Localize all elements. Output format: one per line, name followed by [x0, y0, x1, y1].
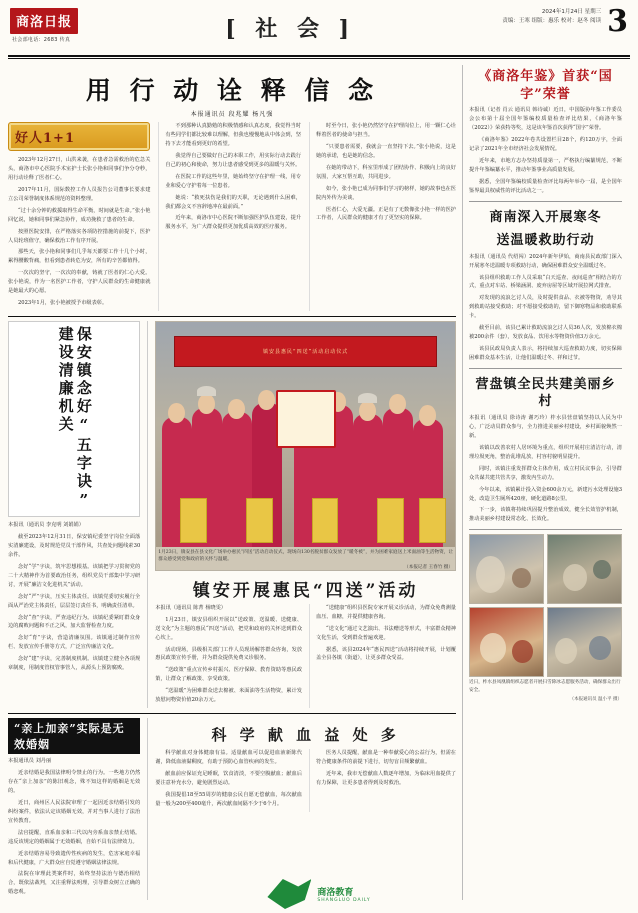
- marriage-para: 近日，商州区人民法院审理了一起因近亲结婚引发的纠纷案件，依法认定该婚姻无效，并对当事人进行了法治宣传教育。: [8, 799, 141, 824]
- lead-para: 近年来，商洛市中心医院不断加强医护队伍建设，提升服务水平，为广大群众提供更加优质高效的医疗服务。: [165, 215, 302, 231]
- shangnan-para: 截至目前，该县已累计救助流浪乞讨人员36人次，发放棉衣棉被200余件（套），发放食品、饮用水等物资价值3万余元。: [469, 325, 622, 341]
- center-photo: [155, 321, 456, 571]
- photo-snow-clearing-2: [547, 534, 622, 604]
- marriage-para: 法官提醒，直系血亲和三代以内旁系血亲禁止结婚。违反该规定的婚姻属于无效婚姻，自始不具有法律效力。: [8, 829, 141, 845]
- masthead-rule-secondary: [8, 58, 630, 59]
- yingpan-title: 营盘镇全民共建美丽乡村: [475, 376, 616, 410]
- yearbook-title: 《商洛年鉴》首获“国字”荣誉: [478, 69, 613, 102]
- blood-para: 我国提倡18至55周岁的健康公民自愿无偿献血，每次献血量一般为200至400毫升，两次献血间隔不少于6个月。: [155, 791, 303, 807]
- lead-columns: [8, 122, 456, 311]
- marriage-para: 法院在审理此类案件时，始终坚持法治与德治相结合，既依法裁判，又注重释法明理，引导群众树立正确的婚恋观。: [8, 871, 141, 896]
- right-divider-3: [469, 529, 622, 530]
- shangnan-title-line-1: 商南深入开展寒冬: [489, 209, 602, 225]
- left-feature-para: 念好“查”字诀，严查违纪行为。该镇纪委紧盯群众身边的腐败问题和不正之风，加大监督检查力度。: [8, 614, 141, 630]
- left-feature-headline: [8, 321, 140, 517]
- lead-para: 在医院工作的这些年里，她始终坚守在护理一线，用专业和爱心守护着每一位患者。: [165, 173, 302, 189]
- center-story-para: “送政策”重点宣传乡村振兴、医疗保障、教育资助等惠民政策，让群众了解政策、享受政策。: [155, 667, 303, 683]
- publication-logo: 商洛日报: [10, 8, 78, 34]
- footer-brand-sub: SHANGLUO DAILY: [317, 898, 371, 903]
- lead-para: 她说：“救死扶伤是我们的天职，无论遇到什么困难，我们都会义不容辞地冲在最前面。”: [165, 194, 302, 210]
- lead-para: 时至今日，张小艳仍然坚守在护理岗位上，用一颗仁心诠释着医者的使命与担当。: [316, 123, 456, 138]
- lead-headline: 用 行 动 诠 释 信 念: [85, 76, 379, 105]
- right-photo-caption: 近日，柞水县凤凰镇组织志愿者开展扫雪除冰志愿服务活动，确保群众出行安全。: [469, 680, 621, 693]
- lead-para: “过十余分钟的救援取得生命平衡，时间就是生命。”张小艳回忆说，她和同事们紧急协作，成功挽救了患者的生命。: [8, 207, 151, 223]
- right-photo-grid: [469, 534, 622, 677]
- section-title: [ 社 会 ]: [225, 16, 356, 42]
- left-feature-byline: 本报讯（通讯员 李克明 刘娟娟）: [8, 522, 84, 529]
- masthead-center: [78, 8, 502, 43]
- yearbook-para: 据悉，全国年鉴编校质量检查评比每两年举办一届，是全国年鉴界最具权威性的评比活动之一。: [469, 178, 622, 194]
- blood-story-title: 科 学 献 血 益 处 多: [211, 726, 400, 745]
- center-story-columns: [155, 604, 456, 708]
- center-photo-caption: 1月23日，镇安县在县文化广场举办惠民“四送”活动启动仪式，现场向130名脱贫群众发放了“暖冬被”，并为困难家庭送上米面油等生活物资，让群众感受到党和政府的关怀与温暖。: [158, 550, 453, 563]
- masthead-rule: [8, 55, 630, 57]
- marriage-para: 近亲结婚是我国法律明令禁止的行为。一些地方仍然存在“亲上加亲”的陈旧观念，殊不知这样的婚姻是无效的。: [8, 770, 141, 794]
- center-story-title: 镇安开展惠民“四送”活动: [192, 580, 419, 601]
- masthead: [0, 0, 638, 54]
- lead-col-1: [8, 122, 150, 311]
- lead-para: 医者仁心，大爱无疆。正是有了无数像张小艳一样的医护工作者，人民群众的健康才有了更坚实的保障。: [316, 206, 456, 222]
- blood-para: 近年来，我市无偿献血人数逐年增加，为临床用血提供了有力保障，让更多患者得到及时救治。: [316, 771, 456, 786]
- lead-col-2: [158, 122, 301, 311]
- footer-brand-name: 商洛教育: [317, 888, 354, 898]
- blood-para: 献血前应保证充足睡眠，饮食清淡，不要空腹献血；献血后要注意补充水分，避免剧烈运动。: [155, 771, 303, 786]
- blood-story-columns: [155, 749, 456, 812]
- left-feature: [8, 321, 140, 708]
- issue-date: 2024年1月24日 星期三: [541, 9, 602, 15]
- page-number: 3: [607, 4, 628, 39]
- yingpan-para: 同时，该镇注重发挥群众主体作用，成立村民议事会，引导群众共谋共建共管共享，激发内生动力。: [469, 465, 622, 481]
- left-feature-para: 念好“严”字诀，压实主体责任。该镇党委切实履行全面从严治党主体责任，层层签订责任书，明确责任清单。: [8, 593, 141, 609]
- lead-para: “只要患者需要，我就会一直坚持下去。”张小艳说，这是她的承诺，也是她的信念。: [316, 143, 456, 159]
- lead-para: 一次次的坚守，一次次的奉献，铸就了医者的仁心大爱。张小艳说，作为一名医护工作者，守护人民群众的生命健康就是她最大的心愿。: [8, 270, 151, 295]
- center-photo-credit: （本报记者 王春竹 摄）: [404, 564, 453, 570]
- lead-para: 2017年11月，国际数控工作人员报告公司董事长要求建立公司荣誉制度体系规范的资料整理。: [8, 186, 151, 202]
- masthead-right: [502, 4, 628, 39]
- right-divider-2: [469, 368, 622, 369]
- yingpan-para: 下一步，该镇将持续巩固提升整治成效，健全长效管护机制，推动美丽乡村建设常态化、长效化。: [469, 507, 622, 523]
- blood-para: 科学献血对身体健康有益。适量献血可以促进血液新陈代谢，降低血液黏稠度，有助于预防心血管疾病的发生。: [155, 750, 303, 766]
- center-story-col-2: [309, 604, 456, 708]
- leaf-icon: [267, 879, 311, 909]
- lead-para: 2023年1月，张小艳被授予市级表彰。: [18, 300, 108, 307]
- main-column: [8, 65, 456, 900]
- middle-divider: [8, 713, 456, 714]
- center-block: [147, 321, 456, 708]
- page-body: [0, 63, 638, 900]
- lead-para: 在她的带动下，科室里形成了团结协作、积极向上的良好氛围，大家互帮互助，共同进步。: [316, 164, 456, 180]
- shangnan-para: 该县组织救助工作人员采取“白天巡查、夜间巡查”相结合的方式，重点对车站、桥梁涵洞、废弃房屋等区域开展拉网式排查。: [469, 274, 622, 290]
- lead-byline: 本报通讯员 段兆耀 杨凡强: [190, 111, 274, 118]
- lead-divider: [8, 316, 456, 317]
- right-divider-1: [469, 201, 622, 202]
- photo-poster: [276, 390, 336, 449]
- shangnan-para: 对发现的流浪乞讨人员，及时提供食品、衣被等物资，劝导其到救助站接受救助；对不愿接受救助的，留下御寒物品和救助联系卡。: [469, 295, 622, 320]
- photo-volunteer-2: [547, 607, 622, 677]
- left-feature-para: 念好“育”字诀，营造清廉氛围。该镇通过制作宣传栏、发放宣传手册等方式，广泛宣传廉洁文化。: [8, 635, 141, 651]
- masthead-contact: 社会部电话：2683 传真: [12, 37, 71, 43]
- left-feature-para: 念好“学”字诀，筑牢思想根基。该镇把学习贯彻党的二十大精神作为首要政治任务，组织党员干部集中学习研讨，开展“廉洁文化进机关”活动。: [8, 563, 141, 588]
- lead-para: 那些天，张小艳和同事们几乎每天都要工作十几个小时，累得腰酸背痛，但看到患者转危为安，所有的辛苦都值得。: [8, 249, 151, 265]
- center-story-para: 1月23日，镇安县组织开展以“送政策、送温暖、送健康、送文化”为主题的惠民“四送”活动，把党和政府的关怀送到群众心坎上。: [155, 616, 303, 641]
- lead-para: 2023年12月27日，山洪来袭，在患者急需救治的危急关头，商洛市中心医院手术室护士长张小艳和同事们争分夺秒，用行动诠释了医者仁心。: [8, 157, 151, 181]
- lead-col-3: [309, 122, 456, 311]
- yingpan-para: 今年以来，该镇累计投入资金600余万元，新建污水处理设施3处，改造卫生厕所420座，硬化道路8公里。: [469, 486, 622, 502]
- center-photo-image: [156, 322, 455, 547]
- right-column: [462, 65, 622, 900]
- lead-para: 如今，张小艳已成为同事们学习的榜样，她的故事也在医院内外传为美谈。: [316, 185, 456, 201]
- photo-volunteer-1: [469, 607, 544, 677]
- blood-col-1: [155, 749, 302, 812]
- blood-story: [147, 718, 456, 900]
- shangnan-byline: 本报讯（通讯员 代绍闯）2024年新年伊始，商南县民政部门深入开展寒冬送温暖专项救助行动，确保困难群众安全温暖过冬。: [469, 253, 622, 269]
- shangnan-para: 该县民政局负责人表示，将持续加大巡查救助力度，切实保障困难群众基本生活，让他们温暖过冬、祥和过节。: [469, 346, 622, 361]
- blood-para: 医务人员提醒，献血是一种奉献爱心的公益行为，但需在符合健康条件的前提下进行，切勿盲目频繁献血。: [316, 750, 456, 766]
- yingpan-para: 该镇以改善农村人居环境为重点，组织开展村庄清洁行动，清理垃圾死角，整治乱堆乱放，村容村貌明显提升。: [469, 444, 622, 460]
- center-story-byline: 本报讯（通讯员 陈菁 杨晓雯）: [155, 604, 226, 611]
- yearbook-para: 近年来，市地方志办坚持质量第一，严格执行编纂规范，不断提升年鉴编纂水平，推动年鉴事业高质量发展。: [469, 157, 622, 173]
- center-story-col-1: [155, 604, 302, 708]
- marriage-story-title: “亲上加亲”实际是无效婚姻: [8, 718, 140, 754]
- left-feature-headline-line-1: 保安镇念好“五字诀”: [74, 326, 93, 513]
- lead-para: 我觉得自己要做好自己的本职工作，用实际行动去践行自己的初心和使命，努力让患者感受到更多的温暖与关怀。: [165, 152, 302, 168]
- shangnan-title-line-2: 送温暖救助行动: [496, 233, 595, 249]
- left-feature-para: 念好“建”字诀，完善制度机制。该镇建立健全各项规章制度，用制度管权管事管人，从源头上预防腐败。: [8, 656, 141, 672]
- left-feature-para: 截至2023年12月31日，保安镇纪委坚守岗位全面落实清廉建设，及时规范党员干部作风，共查处问题线索30余件。: [8, 534, 141, 558]
- yearbook-para: 《商洛年鉴》2022年卷共设置栏目28个，约120万字，全面记录了2021年全市经济社会发展情况。: [469, 136, 622, 152]
- photo-snow-clearing-1: [469, 534, 544, 604]
- masthead-meta: [502, 8, 601, 27]
- center-story-para: “送温暖”为困难群众送去棉被、米面油等生活物资，累计发放慰问物资价值20余万元。: [155, 688, 303, 704]
- yearbook-byline: 本报讯（记者 肖云 通讯员 韩诗诚）近日，中国版协年鉴工作委员会公布第十届全国年鉴编校质量检查评比结果，《商洛年鉴（2022）》荣获特等奖，这是该年鉴首次获得“国字”荣誉。: [469, 107, 622, 131]
- marriage-para: 近亲结婚容易导致遗传性疾病的发生，危害家庭幸福和后代健康，广大群众应自觉遵守婚姻法律法规。: [8, 850, 141, 866]
- yingpan-byline: 本报讯（通讯员 徐诗涛 谢巧玲）柞水县营盘镇坚持以人民为中心，广泛动员群众参与，全力推进美丽乡村建设，乡村面貌焕然一新。: [469, 415, 622, 439]
- lead-para: 不到那种认真勤勉的积极情感和认真态度，我觉得当时有些同学们都比较难以理解，但我也慢慢地从中体会到，坚持下去才能看到更好的希望。: [165, 123, 302, 147]
- good-person-badge: 好人1+1: [8, 122, 150, 151]
- center-story-para: “送文化”通过文艺演出、书法赠送等形式，丰富群众精神文化生活，受到群众普遍欢迎。: [316, 625, 456, 641]
- marriage-byline: 本报通讯员 刘丹丽: [8, 758, 52, 765]
- right-photo-credit: （本报通讯员 温小平 摄）: [569, 697, 622, 703]
- blood-col-2: [309, 749, 456, 812]
- center-story-para: 活动现场，县级相关部门工作人员现场解答群众咨询，发放惠民政策宣传手册，并为群众提供免费义诊服务。: [155, 646, 303, 662]
- marriage-story: [8, 718, 140, 900]
- center-story-para: “送健康”组织县医院专家开展义诊活动，为群众免费测量血压、血糖，并提供健康咨询。: [316, 604, 456, 620]
- bottom-block: [8, 718, 456, 900]
- left-feature-headline-line-2: 建设清廉机关: [56, 326, 75, 435]
- masthead-left: [10, 8, 78, 43]
- photo-banner-text: 镇安县惠民“四送”活动启动仪式: [174, 336, 437, 368]
- middle-block: [8, 321, 456, 708]
- editor-credits: 责编：王寒 组版：惠乐 校对：赵冬 阅读: [502, 18, 602, 25]
- lead-para: 按照医院安排，在严格落实各项防控措施的前提下，医护人员轮班值守，确保救治工作有序开展。: [8, 228, 151, 244]
- center-story-para: 据悉，该县2024年“惠民四送”活动将持续开展，计划覆盖全县各镇（街道），让更多群众受益。: [316, 646, 456, 662]
- footer-brand: [0, 879, 638, 909]
